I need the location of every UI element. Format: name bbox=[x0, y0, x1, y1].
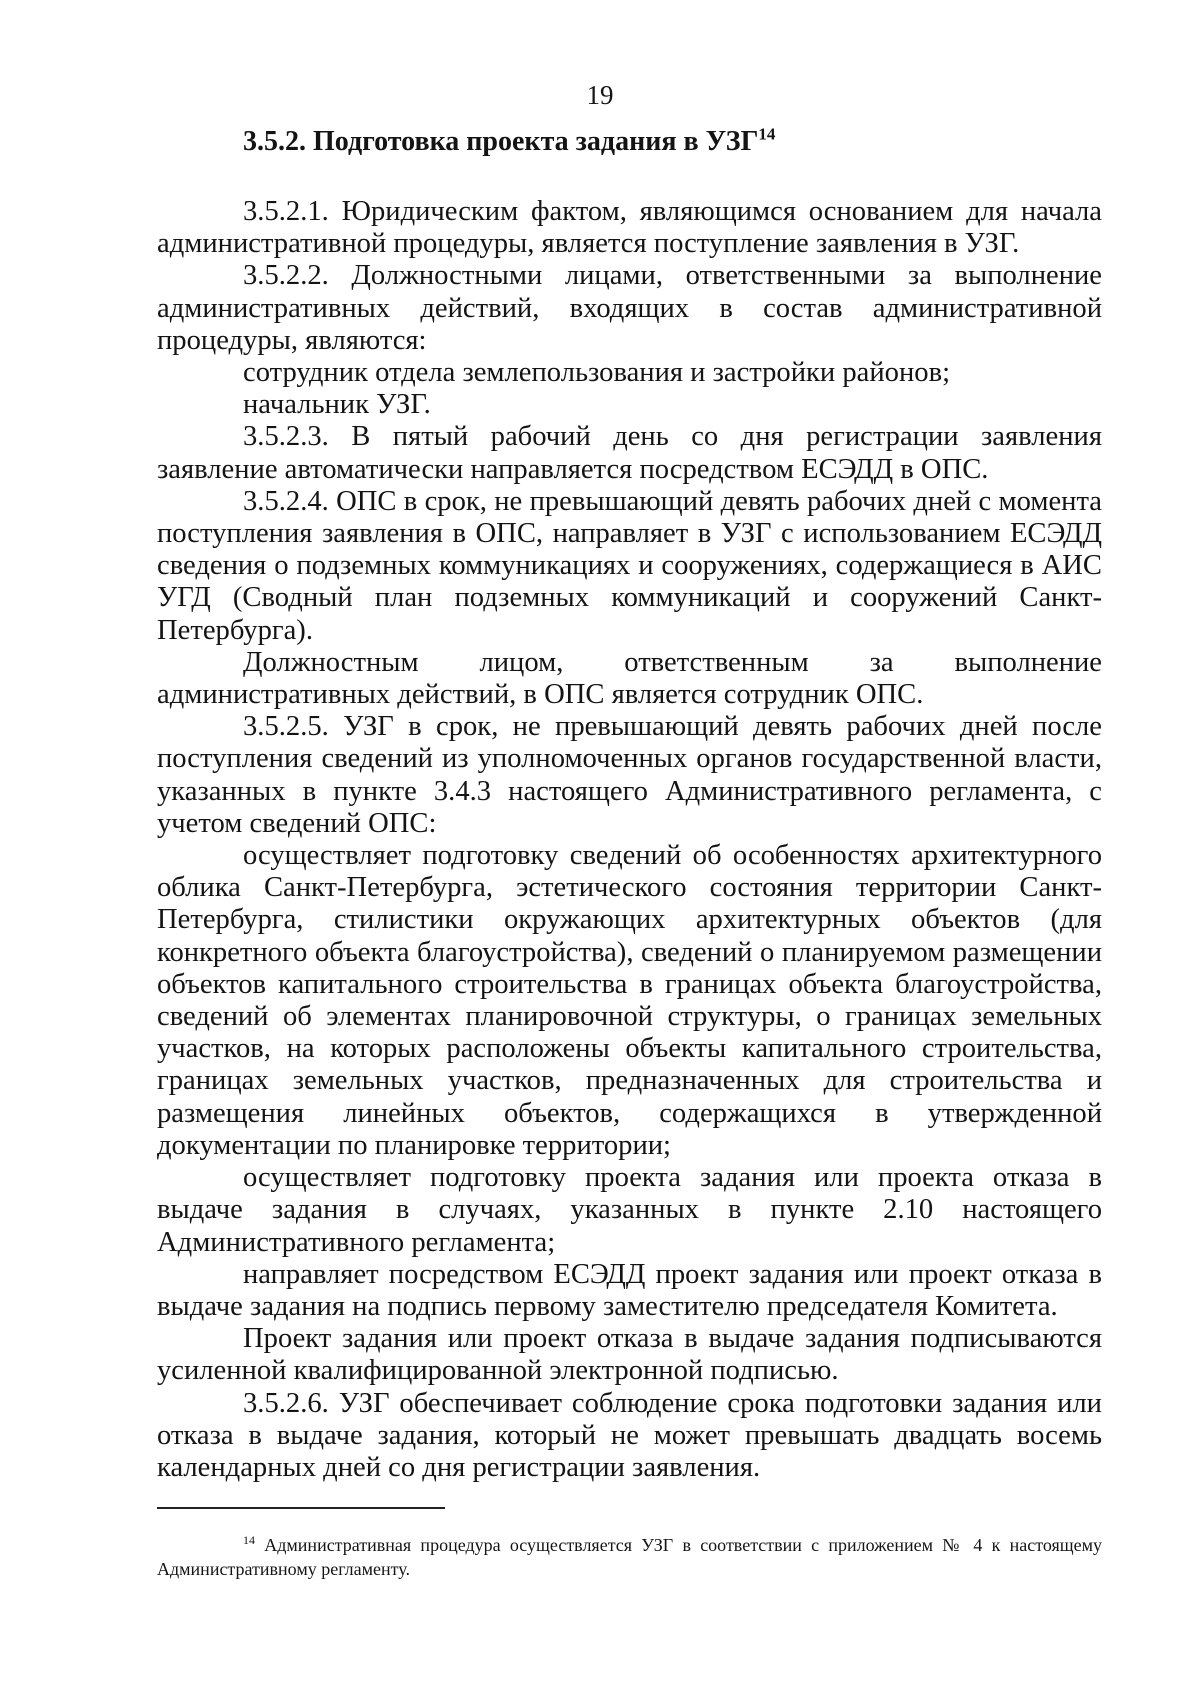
list-item-head: начальник УЗГ. bbox=[243, 389, 431, 421]
paragraph-prepares-info: осуществляет подготовку сведений об особенностях архитектурного облика Санкт-Петербурга, эстетического состояния территории Санкт-Петербурга, стилистики окружающих архитектурных объектов (для конкретного объекта благоустройства), сведений о планируемом размещении объектов капитального строительства в границах объекта благоустройства, сведений об элементах планировочной структуры, о границах земельных участков, на которых расположены объекты капитального строительства, границах земельных участков, предназначенных для строительства и размещения линейных объектов, содержащихся в утвержденной документации по планировке территории; bbox=[157, 840, 1102, 1161]
footnote-text: Административная процедура осуществляется УЗГ в соответствии с приложением № 4 к настоящему Административному регламенту. bbox=[157, 1535, 1103, 1579]
paragraph-prepares-draft: осуществляет подготовку проекта задания или проекта отказа в выдаче задания в случаях, указанных в пункте 2.10 настоящего Административного регламента; bbox=[157, 1162, 1102, 1258]
list-item-employee: сотрудник отдела землепользования и застройки районов; bbox=[243, 357, 951, 389]
section-heading-text: 3.5.2. Подготовка проекта задания в УЗГ bbox=[243, 126, 759, 157]
page-number: 19 bbox=[586, 80, 614, 110]
paragraph-ops-official: Должностным лицом, ответственным за выполнение административных действий, в ОПС является сотрудник ОПС. bbox=[157, 646, 1102, 711]
heading-footnote-ref: 14 bbox=[758, 124, 776, 144]
footnote-divider bbox=[157, 1507, 445, 1509]
paragraph-sends-draft: направляет посредством ЕСЭДД проект задания или проект отказа в выдаче задания на подпись первому заместителю председателя Комитета. bbox=[157, 1258, 1102, 1322]
paragraph-3-5-2-6: 3.5.2.6. УЗГ обеспечивает соблюдение срока подготовки задания или отказа в выдаче задания, который не может превышать двадцать восемь календарных дней со дня регистрации заявления. bbox=[157, 1387, 1102, 1483]
paragraph-3-5-2-3: 3.5.2.3. В пятый рабочий день со дня регистрации заявления заявление автоматически направляется посредством ЕСЭДД в ОПС. bbox=[157, 421, 1102, 485]
footnote bbox=[157, 1533, 1102, 1581]
paragraph-3-5-2-2: 3.5.2.2. Должностными лицами, ответственными за выполнение административных действий, входящих в состав административной процедуры, являются: bbox=[157, 260, 1102, 356]
section-heading bbox=[243, 126, 775, 158]
paragraph-3-5-2-1: 3.5.2.1. Юридическим фактом, являющимся основанием для начала административной процедуры, является поступление заявления в УЗГ. bbox=[157, 196, 1102, 260]
body-text bbox=[157, 196, 1102, 1484]
paragraph-3-5-2-4: 3.5.2.4. ОПС в срок, не превышающий девять рабочих дней с момента поступления заявления в ОПС, направляет в УЗГ с использованием ЕСЭДД сведения о подземных коммуникациях и сооружениях, содержащиеся в АИС УГД (Сводный план подземных коммуникаций и сооружений Санкт-Петербурга). bbox=[157, 485, 1102, 646]
paragraph-signature: Проект задания или проект отказа в выдаче задания подписываются усиленной квалифицированной электронной подписью. bbox=[157, 1323, 1102, 1387]
footnote-mark: 14 bbox=[243, 1533, 255, 1547]
paragraph-3-5-2-5: 3.5.2.5. УЗГ в срок, не превышающий девять рабочих дней после поступления сведений из уполномоченных органов государственной власти, указанных в пункте 3.4.3 настоящего Административного регламента, с учетом сведений ОПС: bbox=[157, 711, 1102, 839]
